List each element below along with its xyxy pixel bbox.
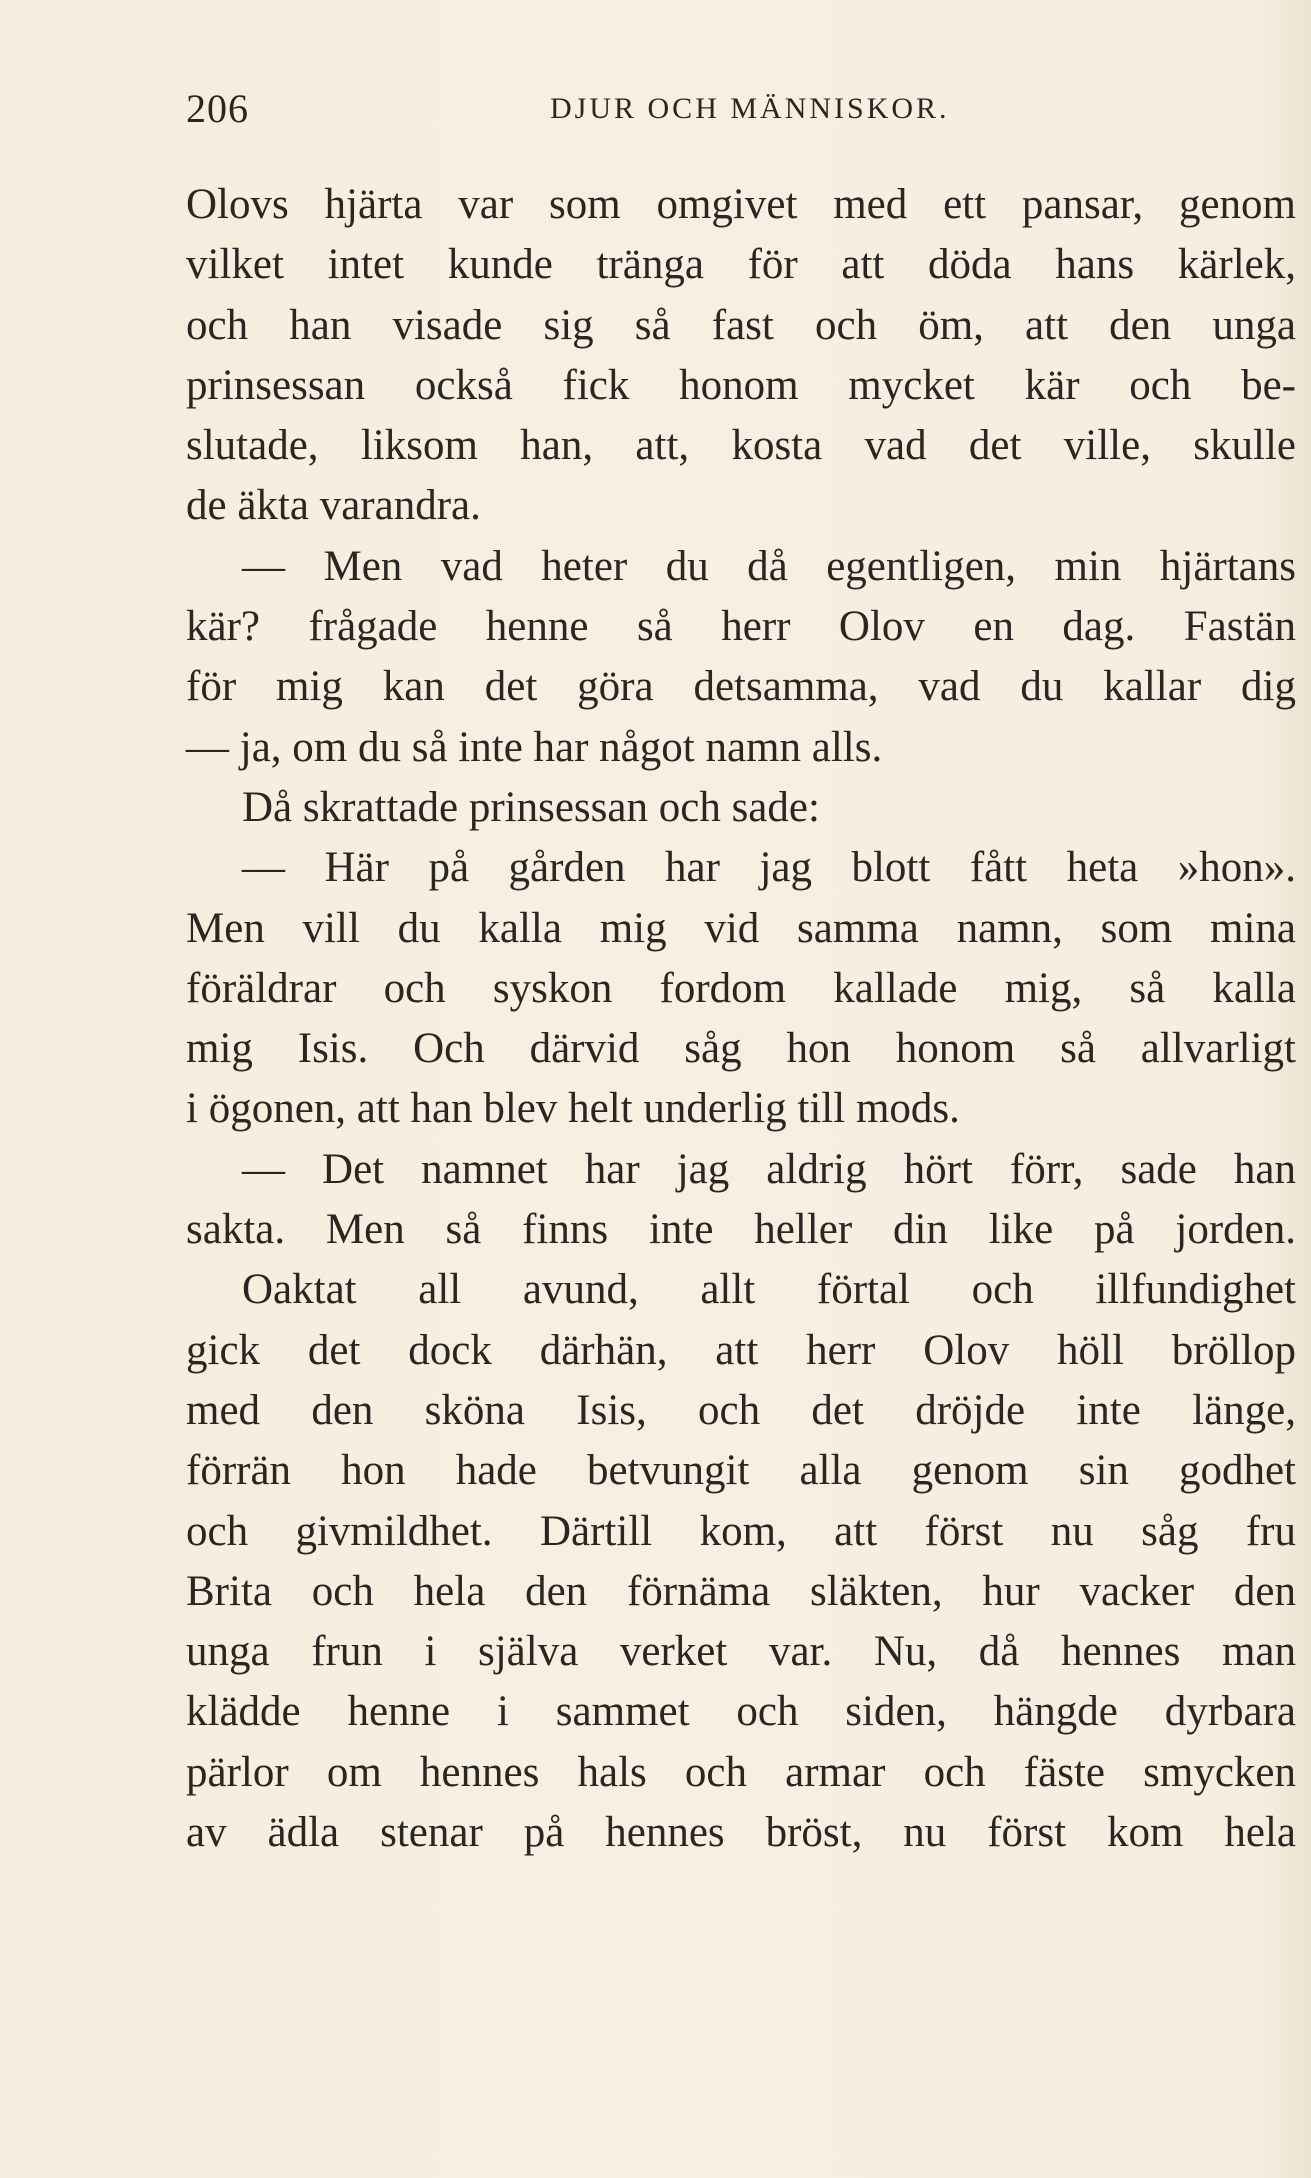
text-line: förrän hon hade betvungit alla genom sin godhet bbox=[186, 1447, 1296, 1495]
text-line: unga frun i själva verket var. Nu, då hennes man bbox=[186, 1628, 1296, 1676]
body-text bbox=[186, 175, 1296, 1863]
text-line: för mig kan det göra detsamma, vad du kallar dig bbox=[186, 663, 1296, 711]
text-line: gick det dock därhän, att herr Olov höll bröllop bbox=[186, 1326, 1296, 1374]
page-number: 206 bbox=[186, 86, 249, 131]
text-line: — Det namnet har jag aldrig hört förr, sade han bbox=[242, 1145, 1296, 1193]
text-line: Men vill du kalla mig vid samma namn, som mina bbox=[186, 904, 1296, 952]
text-line: kär? frågade henne så herr Olov en dag. Fastän bbox=[186, 603, 1296, 651]
text-line: och givmildhet. Därtill kom, att först nu såg fru bbox=[186, 1507, 1296, 1555]
text-line: vilket intet kunde tränga för att döda hans kärlek, bbox=[186, 241, 1296, 289]
text-line: klädde henne i sammet och siden, hängde dyrbara bbox=[186, 1688, 1296, 1736]
text-line: slutade, liksom han, att, kosta vad det ville, skulle bbox=[186, 422, 1296, 470]
text-line: — ja, om du så inte har något namn alls. bbox=[186, 723, 883, 771]
text-line: mig Isis. Och därvid såg hon honom så allvarligt bbox=[186, 1025, 1296, 1073]
text-line: Då skrattade prinsessan och sade: bbox=[242, 783, 820, 831]
text-line: — Men vad heter du då egentligen, min hjärtans bbox=[242, 542, 1296, 590]
text-line: i ögonen, att han blev helt underlig till mods. bbox=[186, 1085, 960, 1133]
text-line: Brita och hela den förnäma släkten, hur vacker den bbox=[186, 1567, 1296, 1615]
text-line: prinsessan också fick honom mycket kär och be- bbox=[186, 361, 1296, 409]
text-line: pärlor om hennes hals och armar och fäste smycken bbox=[186, 1748, 1296, 1796]
text-line: — Här på gården har jag blott fått heta »hon». bbox=[242, 844, 1296, 892]
text-line: föräldrar och syskon fordom kallade mig, så kalla bbox=[186, 964, 1296, 1012]
text-line: av ädla stenar på hennes bröst, nu först kom hela bbox=[186, 1809, 1296, 1857]
text-line: de äkta varandra. bbox=[186, 482, 481, 530]
text-line: Oaktat all avund, allt förtal och illfundighet bbox=[242, 1266, 1296, 1314]
running-head: DJUR OCH MÄNNISKOR. bbox=[550, 92, 950, 125]
text-line: sakta. Men så finns inte heller din like på jorden. bbox=[186, 1206, 1296, 1254]
text-line: med den sköna Isis, och det dröjde inte länge, bbox=[186, 1386, 1296, 1434]
text-line: och han visade sig så fast och öm, att den unga bbox=[186, 301, 1296, 349]
page-header bbox=[186, 84, 1304, 134]
text-line: Olovs hjärta var som omgivet med ett pansar, genom bbox=[186, 181, 1296, 228]
